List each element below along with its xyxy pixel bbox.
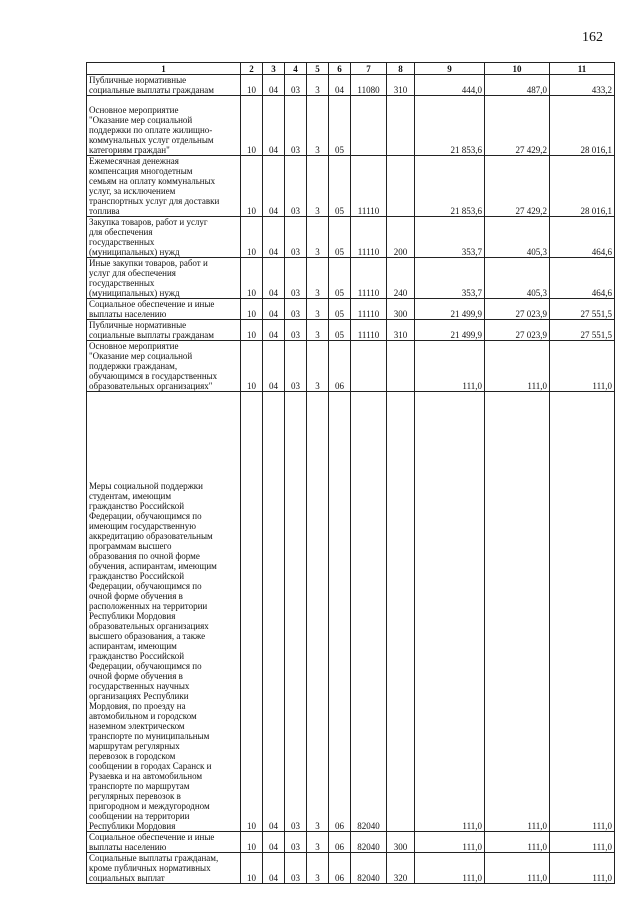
cell-col-7: 11110 — [351, 217, 387, 258]
table-row — [87, 156, 615, 217]
cell-col-2: 10 — [241, 853, 263, 884]
column-header-6: 6 — [329, 63, 351, 75]
row-name: Основное мероприятие "Оказание мер социальной поддержки по оплате жилищно- коммунальных услуг отдельным категориям граждан" — [89, 105, 214, 155]
cell-col-11: 27 551,5 — [550, 320, 615, 341]
cell-col-6: 05 — [329, 320, 351, 341]
cell-col-8: 300 — [387, 299, 415, 320]
cell-col-8: 320 — [387, 853, 415, 884]
row-name-cell — [87, 320, 241, 341]
cell-col-3: 04 — [263, 258, 285, 299]
column-header-9: 9 — [415, 63, 485, 75]
cell-col-8 — [387, 96, 415, 156]
cell-col-3: 04 — [263, 320, 285, 341]
row-name-cell — [87, 832, 241, 853]
cell-col-11: 111,0 — [550, 853, 615, 884]
cell-col-8: 310 — [387, 75, 415, 96]
cell-col-6: 05 — [329, 299, 351, 320]
row-name-cell — [87, 299, 241, 320]
cell-col-6: 05 — [329, 258, 351, 299]
cell-col-6: 06 — [329, 392, 351, 832]
cell-col-6: 05 — [329, 96, 351, 156]
cell-col-7: 11110 — [351, 258, 387, 299]
cell-col-9: 21 853,6 — [415, 96, 485, 156]
cell-col-2: 10 — [241, 299, 263, 320]
row-name-cell — [87, 853, 241, 884]
cell-col-5: 3 — [307, 392, 329, 832]
cell-col-8 — [387, 156, 415, 217]
cell-col-9: 353,7 — [415, 258, 485, 299]
budget-table — [86, 62, 615, 884]
cell-col-9: 21 499,9 — [415, 299, 485, 320]
column-header-10: 10 — [485, 63, 550, 75]
row-name: Закупка товаров, работ и услуг для обеспечения государственных (муниципальных) нужд — [89, 217, 208, 257]
column-header-3: 3 — [263, 63, 285, 75]
column-header-7: 7 — [351, 63, 387, 75]
cell-col-3: 04 — [263, 96, 285, 156]
table-row — [87, 341, 615, 392]
cell-col-10: 405,3 — [485, 217, 550, 258]
cell-col-9: 111,0 — [415, 832, 485, 853]
cell-col-3: 04 — [263, 217, 285, 258]
row-name: Социальное обеспечение и иные выплаты населению — [89, 832, 215, 852]
cell-col-8: 300 — [387, 832, 415, 853]
row-name: Публичные нормативные социальные выплаты гражданам — [89, 75, 214, 95]
cell-col-7: 11110 — [351, 320, 387, 341]
cell-col-5: 3 — [307, 320, 329, 341]
cell-col-4: 03 — [285, 258, 307, 299]
cell-col-4: 03 — [285, 392, 307, 832]
cell-col-6: 05 — [329, 156, 351, 217]
table-row — [87, 853, 615, 884]
cell-col-7: 11080 — [351, 75, 387, 96]
table-row — [87, 299, 615, 320]
cell-col-7: 82040 — [351, 832, 387, 853]
cell-col-3: 04 — [263, 299, 285, 320]
cell-col-7 — [351, 96, 387, 156]
cell-col-3: 04 — [263, 75, 285, 96]
cell-col-9: 21 499,9 — [415, 320, 485, 341]
cell-col-8 — [387, 341, 415, 392]
cell-col-5: 3 — [307, 217, 329, 258]
row-name: Публичные нормативные социальные выплаты гражданам — [89, 320, 214, 340]
cell-col-11: 28 016,1 — [550, 96, 615, 156]
cell-col-4: 03 — [285, 217, 307, 258]
cell-col-4: 03 — [285, 75, 307, 96]
cell-col-10: 487,0 — [485, 75, 550, 96]
cell-col-9: 353,7 — [415, 217, 485, 258]
cell-col-3: 04 — [263, 156, 285, 217]
cell-col-4: 03 — [285, 96, 307, 156]
cell-col-10: 27 023,9 — [485, 299, 550, 320]
cell-col-11: 464,6 — [550, 217, 615, 258]
cell-col-4: 03 — [285, 832, 307, 853]
cell-col-9: 444,0 — [415, 75, 485, 96]
row-name: Основное мероприятие "Оказание мер социальной поддержки гражданам, обучающимся в государственных образовательных организациях" — [89, 341, 218, 391]
cell-col-2: 10 — [241, 258, 263, 299]
cell-col-3: 04 — [263, 832, 285, 853]
cell-col-9: 21 853,6 — [415, 156, 485, 217]
column-header-11: 11 — [550, 63, 615, 75]
cell-col-9: 111,0 — [415, 853, 485, 884]
row-name: Социальные выплаты гражданам, кроме публичных нормативных социальных выплат — [89, 853, 219, 883]
table-row — [87, 75, 615, 96]
cell-col-5: 3 — [307, 853, 329, 884]
cell-col-5: 3 — [307, 341, 329, 392]
cell-col-7: 82040 — [351, 392, 387, 832]
cell-col-4: 03 — [285, 341, 307, 392]
cell-col-10: 27 023,9 — [485, 320, 550, 341]
cell-col-4: 03 — [285, 299, 307, 320]
cell-col-2: 10 — [241, 96, 263, 156]
cell-col-11: 27 551,5 — [550, 299, 615, 320]
cell-col-7: 11110 — [351, 299, 387, 320]
row-name: Иные закупки товаров, работ и услуг для обеспечения государственных (муниципальных) нужд — [89, 258, 208, 298]
cell-col-2: 10 — [241, 320, 263, 341]
row-name: Меры социальной поддержки студентам, имеющим гражданство Российской Федерации, обучающимся по имеющим государственную аккредитацию образовательным программам высшего образования по очной форме обучения, аспирантам, имеющим гражданство Российской Федерации, обучающимся по очной форме обучения в расположенных на территории Республики Мордовия образовательных организациях высшего образования, а также аспирантам, имеющим гражданство Российской Федерации, обучающимся по очной форме обучения в государственных научных организациях Республики Мордовия, по проезду на автомобильном и городском наземном электрическом транспорте по муниципальным маршрутам регулярных перевозок в городском сообщении в городах Саранск и Рузаевка и на автомобильном транспорте по маршрутам регулярных перевозок в пригородном и междугородном сообщении на территории Республики Мордовия — [89, 481, 217, 831]
cell-col-7: 11110 — [351, 156, 387, 217]
cell-col-10: 111,0 — [485, 832, 550, 853]
table-row — [87, 96, 615, 156]
header-row — [87, 63, 615, 75]
cell-col-10: 27 429,2 — [485, 96, 550, 156]
row-name-cell — [87, 96, 241, 156]
row-name: Ежемесячная денежная компенсация многодетным семьям на оплату коммунальных услуг, за исключением транспортных услуг для доставки топлива — [89, 156, 220, 216]
cell-col-6: 04 — [329, 75, 351, 96]
row-name-cell — [87, 75, 241, 96]
row-name: Социальное обеспечение и иные выплаты населению — [89, 299, 215, 319]
cell-col-4: 03 — [285, 320, 307, 341]
cell-col-6: 05 — [329, 217, 351, 258]
cell-col-6: 06 — [329, 341, 351, 392]
cell-col-10: 111,0 — [485, 341, 550, 392]
cell-col-6: 06 — [329, 832, 351, 853]
column-header-5: 5 — [307, 63, 329, 75]
row-name-cell — [87, 341, 241, 392]
page-number: 162 — [582, 30, 603, 45]
cell-col-8: 200 — [387, 217, 415, 258]
cell-col-2: 10 — [241, 832, 263, 853]
table-body — [87, 75, 615, 884]
cell-col-11: 28 016,1 — [550, 156, 615, 217]
cell-col-5: 3 — [307, 832, 329, 853]
cell-col-11: 111,0 — [550, 832, 615, 853]
cell-col-11: 111,0 — [550, 392, 615, 832]
cell-col-5: 3 — [307, 75, 329, 96]
row-name-cell — [87, 258, 241, 299]
cell-col-9: 111,0 — [415, 392, 485, 832]
cell-col-10: 111,0 — [485, 853, 550, 884]
cell-col-5: 3 — [307, 258, 329, 299]
table-row — [87, 832, 615, 853]
column-header-2: 2 — [241, 63, 263, 75]
cell-col-8 — [387, 392, 415, 832]
row-name-cell — [87, 156, 241, 217]
cell-col-11: 464,6 — [550, 258, 615, 299]
cell-col-7 — [351, 341, 387, 392]
cell-col-2: 10 — [241, 75, 263, 96]
cell-col-11: 111,0 — [550, 341, 615, 392]
column-header-1: 1 — [87, 63, 241, 75]
row-name-cell — [87, 217, 241, 258]
cell-col-5: 3 — [307, 96, 329, 156]
cell-col-2: 10 — [241, 156, 263, 217]
cell-col-2: 10 — [241, 217, 263, 258]
table-row — [87, 258, 615, 299]
column-header-4: 4 — [285, 63, 307, 75]
table-row — [87, 217, 615, 258]
column-header-8: 8 — [387, 63, 415, 75]
cell-col-7: 82040 — [351, 853, 387, 884]
cell-col-3: 04 — [263, 392, 285, 832]
row-name-cell — [87, 392, 241, 832]
cell-col-10: 111,0 — [485, 392, 550, 832]
cell-col-6: 06 — [329, 853, 351, 884]
cell-col-9: 111,0 — [415, 341, 485, 392]
cell-col-8: 240 — [387, 258, 415, 299]
cell-col-5: 3 — [307, 299, 329, 320]
cell-col-8: 310 — [387, 320, 415, 341]
cell-col-4: 03 — [285, 853, 307, 884]
cell-col-11: 433,2 — [550, 75, 615, 96]
cell-col-2: 10 — [241, 341, 263, 392]
cell-col-10: 27 429,2 — [485, 156, 550, 217]
cell-col-5: 3 — [307, 156, 329, 217]
cell-col-10: 405,3 — [485, 258, 550, 299]
cell-col-3: 04 — [263, 853, 285, 884]
cell-col-3: 04 — [263, 341, 285, 392]
table-row — [87, 320, 615, 341]
cell-col-2: 10 — [241, 392, 263, 832]
cell-col-4: 03 — [285, 156, 307, 217]
table-row — [87, 392, 615, 832]
